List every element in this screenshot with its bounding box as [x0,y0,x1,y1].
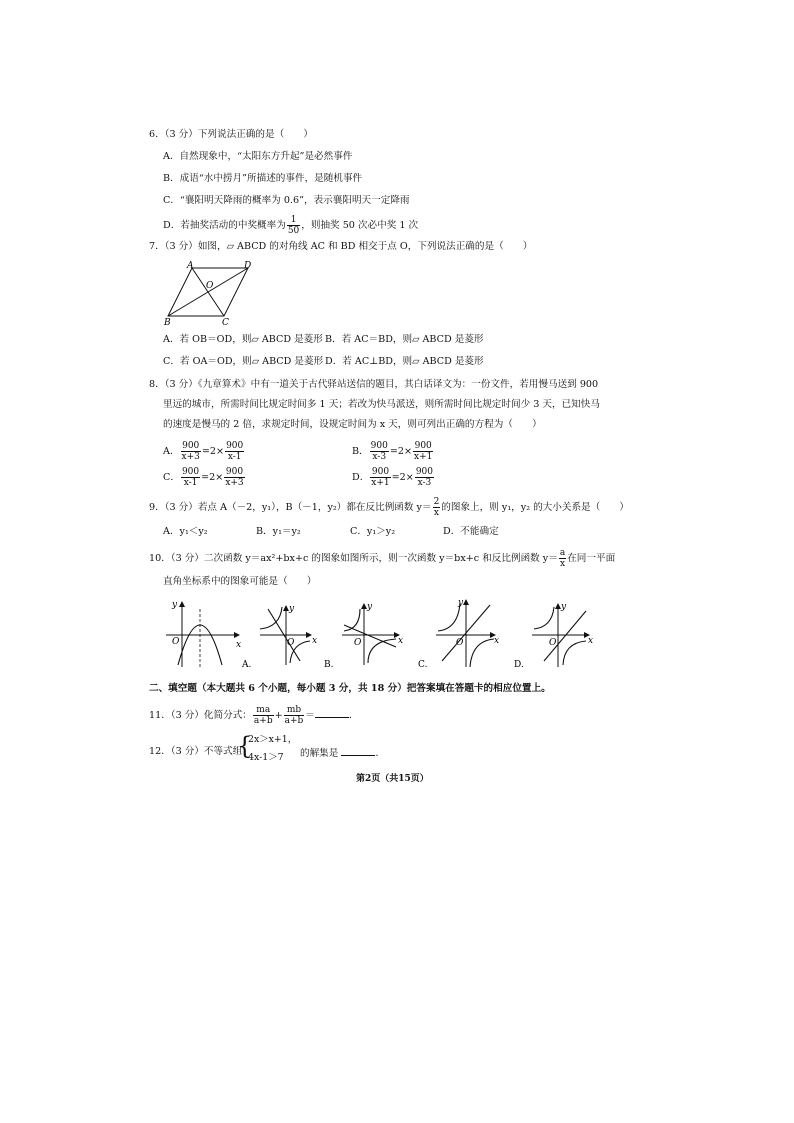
q8-c-mid: =2× [201,472,224,483]
q11 [149,705,358,726]
q8-b-frac1 [370,441,389,462]
q6-option-b: B．成语“水中捞月”所描述的事件，是随机事件 [163,173,363,184]
d-x-label: x [588,636,594,646]
vertex-a-label: A [187,261,194,271]
parabola-x-arrow [234,632,240,638]
q9-option-a: A．y₁＜y₂ [163,526,208,537]
q12-tail [300,745,385,761]
section-2-title: 二、填空题（本大题共 6 个小题，每小题 3 分，共 18 分）把答案填在答题卡的相应位置上。 [149,683,551,694]
q10-stem [149,548,615,569]
a-x-label: x [312,636,318,646]
q6-option-a: A．自然现象中，“太阳东方升起”是必然事件 [163,151,353,162]
q11-stem: 11．（3 分）化简分式： [149,710,252,721]
q9-stem-suffix: 的图象上，则 y₁，y₂ 的大小关系是（ ） [441,502,630,513]
parabola-y-arrow [179,601,185,607]
q11-frac2 [284,705,305,726]
q11-den1: a+b [253,716,273,726]
q8-b-label: B． [352,446,369,457]
q7-option-c: C．若 OA＝OD，则▱ ABCD 是菱形 [163,356,324,367]
q8-a-mid: =2× [201,446,225,457]
q8-b-num1: 900 [370,441,388,451]
q8-option-b [352,441,434,462]
parabola-y-label: y [172,600,178,610]
vertex-d-label: D [244,261,252,271]
q11-frac1 [253,705,274,726]
q8-b-mid: =2× [389,446,413,457]
q12-stem: 12．（3 分）不等式组 [149,746,243,757]
q7-option-a: A．若 OB＝OD，则▱ ABCD 是菱形 [163,334,323,345]
b-y-label: y [367,602,373,612]
c-hyperbola-upper [438,603,460,631]
q9-stem-prefix: 9．（3 分）若点 A（－2，y₁），B（－1，y₂）都在反比例函数 y＝ [149,502,432,513]
c-y-label: y [458,598,464,608]
q8-d-frac1 [370,467,390,488]
q8-d-frac2 [415,467,434,488]
a-y-label: y [289,604,295,614]
q6-option-d [163,215,418,236]
q10-stem-prefix: 10．（3 分）二次函数 y＝ax²+bx+c 的图象如图所示，则一次函数 y＝bx+c 和反比例函数 y＝ [149,553,558,564]
vertex-c-label: C [222,318,229,328]
q10-stem-suffix: 在同一平面 [567,553,616,564]
q8-c-den1: x-1 [183,478,198,488]
q8-d-den1: x+1 [371,478,390,488]
q12-line2: 4x-1＞7 [248,752,284,763]
q8-d-num1: 900 [371,467,390,477]
q6-d-fraction [287,215,300,236]
q12-answer-blank[interactable] [341,745,375,756]
q9-option-b: B．y₁＝y₂ [256,526,301,537]
q8-c-frac1 [181,467,200,488]
b-line [344,625,396,647]
option-b-graph [324,602,403,670]
q10-stem-line2: 直角坐标系中的图象可能是（ ） [163,576,317,587]
q8-option-a [163,441,245,462]
option-c-graph [418,598,499,670]
q8-c-den2: x+3 [225,478,244,488]
q10-denominator: x [559,559,566,569]
b-hyperbola-lower [368,639,396,663]
q8-b-num2: 900 [414,441,432,451]
point-o-label: O [206,281,214,291]
q7-option-b: B．若 AC＝BD，则▱ ABCD 是菱形 [325,334,484,345]
q12-end: ． [375,748,386,759]
q8-d-label: D． [352,472,370,483]
vertex-b-label: B [164,318,171,328]
q9-fraction [433,497,441,518]
d-option-label: D. [514,660,524,670]
q8-a-den2: x-1 [227,452,242,462]
parallelogram-figure [160,258,260,328]
q6-stem: 6．（3 分）下列说法正确的是（ ） [149,129,313,140]
q8-stem-line1: 8．（3 分）《九章算术》中有一道关于古代驿站送信的题目，其白话译文为：一份文件，若用慢马送到 900 [149,379,599,390]
option-d-graph [514,602,593,670]
q8-a-frac2 [225,441,244,462]
q11-eq: ＝ [305,710,315,721]
q6-d-denominator: 50 [287,226,300,236]
parabola-origin-label: O [172,637,180,647]
q6-option-c: C．“襄阳明天降雨的概率为 0.6”，表示襄阳明天一定降雨 [163,195,410,206]
q9-numerator: 2 [433,497,440,507]
q10-figures [160,595,620,675]
b-origin-label: O [354,638,362,648]
q10-fraction [559,548,566,569]
q9-option-d: D．不能确定 [443,526,499,537]
q8-c-num1: 900 [181,467,200,477]
q8-a-frac1 [181,441,201,462]
d-hyperbola-upper [534,607,554,629]
q9-denominator: x [433,508,439,518]
q8-stem-line3: 的速度是慢马的 2 倍，求规定时间，设规定时间为 x 天，则可列出正确的方程为（ ） [163,419,542,430]
q9-stem [149,497,629,518]
q8-c-frac2 [224,467,244,488]
q11-num2: mb [284,705,305,716]
q8-a-num2: 900 [226,441,244,451]
q11-answer-blank[interactable] [315,707,349,718]
d-y-label: y [561,602,567,612]
q7-stem: 7．（3 分）如图，▱ ABCD 的对角线 AC 和 BD 相交于点 O，下列说法正确的是（ ） [149,241,533,252]
option-a-graph [241,604,317,670]
q8-b-den1: x-3 [372,452,387,462]
q10-numerator: a [559,548,566,558]
c-hyperbola-lower [470,639,494,667]
q8-a-label: A． [163,446,180,457]
c-option-label: C. [418,660,428,670]
d-origin-label: O [549,638,557,648]
q11-end: ． [348,710,359,721]
q6-d-prefix: D．若抽奖活动的中奖概率为 [163,220,286,231]
d-hyperbola-lower [563,641,586,665]
c-origin-label: O [456,638,464,648]
q8-option-d [352,467,435,488]
c-x-label: x [494,636,500,646]
q8-stem-line2: 里远的城市，所需时间比规定时间多 1 天；若改为快马派送，则所需时间比规定时间少 3 天，已知快马 [163,399,600,410]
q8-option-c [163,467,246,488]
a-option-label: A. [242,660,252,670]
parabola-x-label: x [236,640,242,650]
b-x-label: x [398,636,404,646]
q12-post: 的解集是 [300,748,339,759]
b-option-label: B. [324,660,334,670]
q8-a-num1: 900 [182,441,200,451]
q8-c-label: C． [163,472,180,483]
q6-d-suffix: ，则抽奖 50 次必中奖 1 次 [301,220,419,231]
c-y-arrow [463,599,469,605]
a-origin-label: O [287,638,295,648]
q11-den2: a+b [284,716,304,726]
parabola-graph [166,600,241,669]
b-hyperbola-upper [344,609,360,631]
q8-b-den2: x+1 [414,452,433,462]
page-footer: 第2页（共15页） [356,774,429,784]
q11-num1: ma [253,705,274,716]
q7-option-d: D．若 AC⊥BD，则▱ ABCD 是菱形 [325,356,484,367]
q8-d-mid: =2× [391,472,414,483]
q8-d-den2: x-3 [417,478,432,488]
q9-option-c: C．y₁＞y₂ [350,526,396,537]
q12-brace: { [237,732,253,760]
q8-a-den1: x+3 [181,452,200,462]
q12-line1: 2x＞x+1， [248,734,298,745]
q8-c-num2: 900 [225,467,244,477]
q6-d-numerator: 1 [287,215,300,226]
q8-b-frac2 [413,441,433,462]
q11-sep: + [274,710,283,721]
q8-d-num2: 900 [415,467,434,477]
